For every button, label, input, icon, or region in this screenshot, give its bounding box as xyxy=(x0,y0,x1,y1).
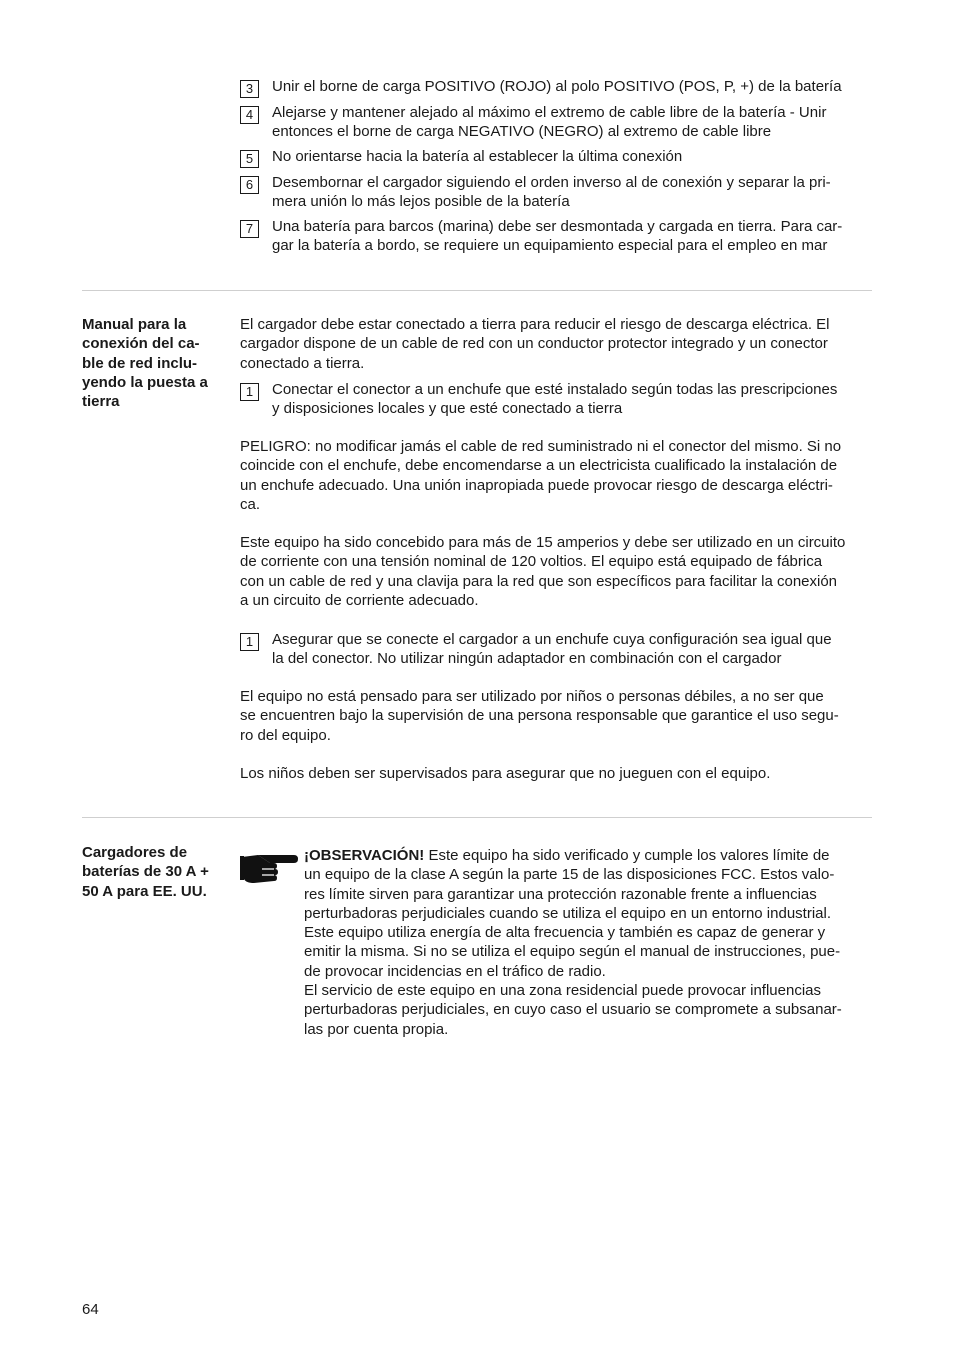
note-line: res límite sirven para garantizar una protección razonable frente a influencias xyxy=(304,885,817,903)
paragraph-line: ro del equipo. xyxy=(240,726,331,744)
section-divider xyxy=(82,290,872,291)
observation-note xyxy=(304,846,880,1039)
step-text-line: Unir el borne de carga POSITIVO (ROJO) al polo POSITIVO (POS, P, +) de la batería xyxy=(272,78,842,95)
step-text-line: la del conector. No utilizar ningún adaptador en combinación con el cargador xyxy=(272,650,782,668)
step-text-line: No orientarse hacia la batería al establecer la última conexión xyxy=(272,148,683,165)
step-text-line: y disposiciones locales y que esté conectado a tierra xyxy=(272,400,623,418)
step-text xyxy=(272,77,880,96)
step-text-line: gar la batería a bordo, se requiere un equipamiento especial para el empleo en mar xyxy=(272,237,828,255)
step-text-line: mera unión lo más lejos posible de la batería xyxy=(272,193,570,211)
paragraph-line: El equipo no está pensado para ser utilizado por niños o personas débiles, a no ser que xyxy=(240,688,824,705)
step-number-box: 4 xyxy=(240,106,259,124)
step-text-line: Desembornar el cargador siguiendo el orden inverso al de conexión y separar la pri- xyxy=(272,174,831,191)
paragraph-line: ca. xyxy=(240,495,261,513)
note-line: perturbadoras perjudiciales, en cuyo caso el usuario se compromete a subsanar- xyxy=(304,1001,842,1019)
note-line: de provocar incidencias en el tráfico de radio. xyxy=(304,962,606,980)
note-line: perturbadoras perjudiciales cuando se utiliza el equipo en un entorno industrial. xyxy=(304,904,832,922)
step-number-box: 7 xyxy=(240,220,259,238)
step-text-line: Alejarse y mantener alejado al máximo el extremo de cable libre de la batería - Unir xyxy=(272,104,827,121)
note-first-line-text: Este equipo ha sido verificado y cumple los valores límite de xyxy=(424,847,830,864)
paragraph-line: de corriente con una tensión nominal de 120 voltios. El equipo está equipado de fábrica xyxy=(240,553,823,571)
step-text-line: Asegurar que se conecte el cargador a un enchufe cuya configuración sea igual que xyxy=(272,631,832,648)
step-text xyxy=(272,147,880,166)
note-first-line xyxy=(304,846,880,865)
heading-line: conexión del ca- xyxy=(82,335,200,353)
grounding-intro-paragraph xyxy=(240,315,880,373)
page-number: 64 xyxy=(82,1301,99,1318)
note-line: emitir la misma. Si no se utiliza el equipo según el manual de instrucciones, pue- xyxy=(304,943,841,961)
paragraph-line: un enchufe adecuado. Una unión inapropiada puede provocar riesgo de descarga eléctri- xyxy=(240,476,833,494)
heading-line: 50 A para EE. UU. xyxy=(82,882,207,900)
supervision-paragraph xyxy=(240,764,880,783)
paragraph-line: cargador dispone de un cable de red con un conductor protector integrado y un conector xyxy=(240,335,828,353)
step-number-box: 3 xyxy=(240,80,259,98)
section-heading-grounding xyxy=(82,315,232,411)
note-line: las por cuenta propia. xyxy=(304,1020,449,1038)
paragraph-line: El cargador debe estar conectado a tierra para reducir el riesgo de descarga eléctrica. El xyxy=(240,316,830,333)
step-text xyxy=(272,103,880,142)
step-text xyxy=(272,173,880,212)
step-text xyxy=(272,380,880,419)
paragraph-line: conectado a tierra. xyxy=(240,354,365,372)
heading-line: ble de red inclu- xyxy=(82,354,198,372)
step-text-line: entonces el borne de carga NEGATIVO (NEGRO) al extremo de cable libre xyxy=(272,123,772,141)
step-number-box: 5 xyxy=(240,150,259,168)
step-number-box: 6 xyxy=(240,176,259,194)
section-divider xyxy=(82,817,872,818)
equipment-rating-paragraph xyxy=(240,533,880,610)
paragraph-line: se encuentren bajo la supervisión de una persona responsable que garantice el uso segu- xyxy=(240,707,839,725)
paragraph-line: coincide con el enchufe, debe encomendarse a un electricista cualificado la instalación de xyxy=(240,457,838,475)
step-text xyxy=(272,217,880,256)
section-heading-us-chargers xyxy=(82,843,232,901)
step-number-box: 1 xyxy=(240,383,259,401)
paragraph-line: PELIGRO: no modificar jamás el cable de red suministrado ni el conector del mismo. Si no xyxy=(240,438,842,455)
heading-line: tierra xyxy=(82,393,120,411)
heading-line: yendo la puesta a xyxy=(82,373,208,391)
heading-line: baterías de 30 A + xyxy=(82,863,209,881)
step-text-line: Una batería para barcos (marina) debe ser desmontada y cargada en tierra. Para car- xyxy=(272,218,843,235)
pointing-hand-icon-svg xyxy=(240,850,298,884)
paragraph-line: con un cable de red y una clavija para la red que son específicos para facilitar la conexión xyxy=(240,572,838,590)
step-text xyxy=(272,630,880,669)
paragraph-line: Este equipo ha sido concebido para más de 15 amperios y debe ser utilizado en un circuito xyxy=(240,534,846,551)
step-text-line: Conectar el conector a un enchufe que esté instalado según todas las prescripciones xyxy=(272,381,838,398)
note-line: un equipo de la clase A según la parte 15 de las disposiciones FCC. Estos valo- xyxy=(304,866,835,884)
paragraph-line: a un circuito de corriente adecuado. xyxy=(240,591,479,609)
note-line: El servicio de este equipo en una zona residencial puede provocar influencias xyxy=(304,982,821,1000)
note-label: ¡OBSERVACIÓN! xyxy=(304,847,425,864)
paragraph-line: Los niños deben ser supervisados para asegurar que no jueguen con el equipo. xyxy=(240,765,771,782)
heading-line: Cargadores de xyxy=(82,844,188,861)
note-line: Este equipo utiliza energía de alta frecuencia y también es capaz de generar y xyxy=(304,924,826,942)
pointing-hand-icon xyxy=(240,850,298,884)
step-number-box: 1 xyxy=(240,633,259,651)
heading-line: Manual para la xyxy=(82,316,187,333)
danger-paragraph xyxy=(240,437,880,514)
children-paragraph xyxy=(240,687,880,745)
